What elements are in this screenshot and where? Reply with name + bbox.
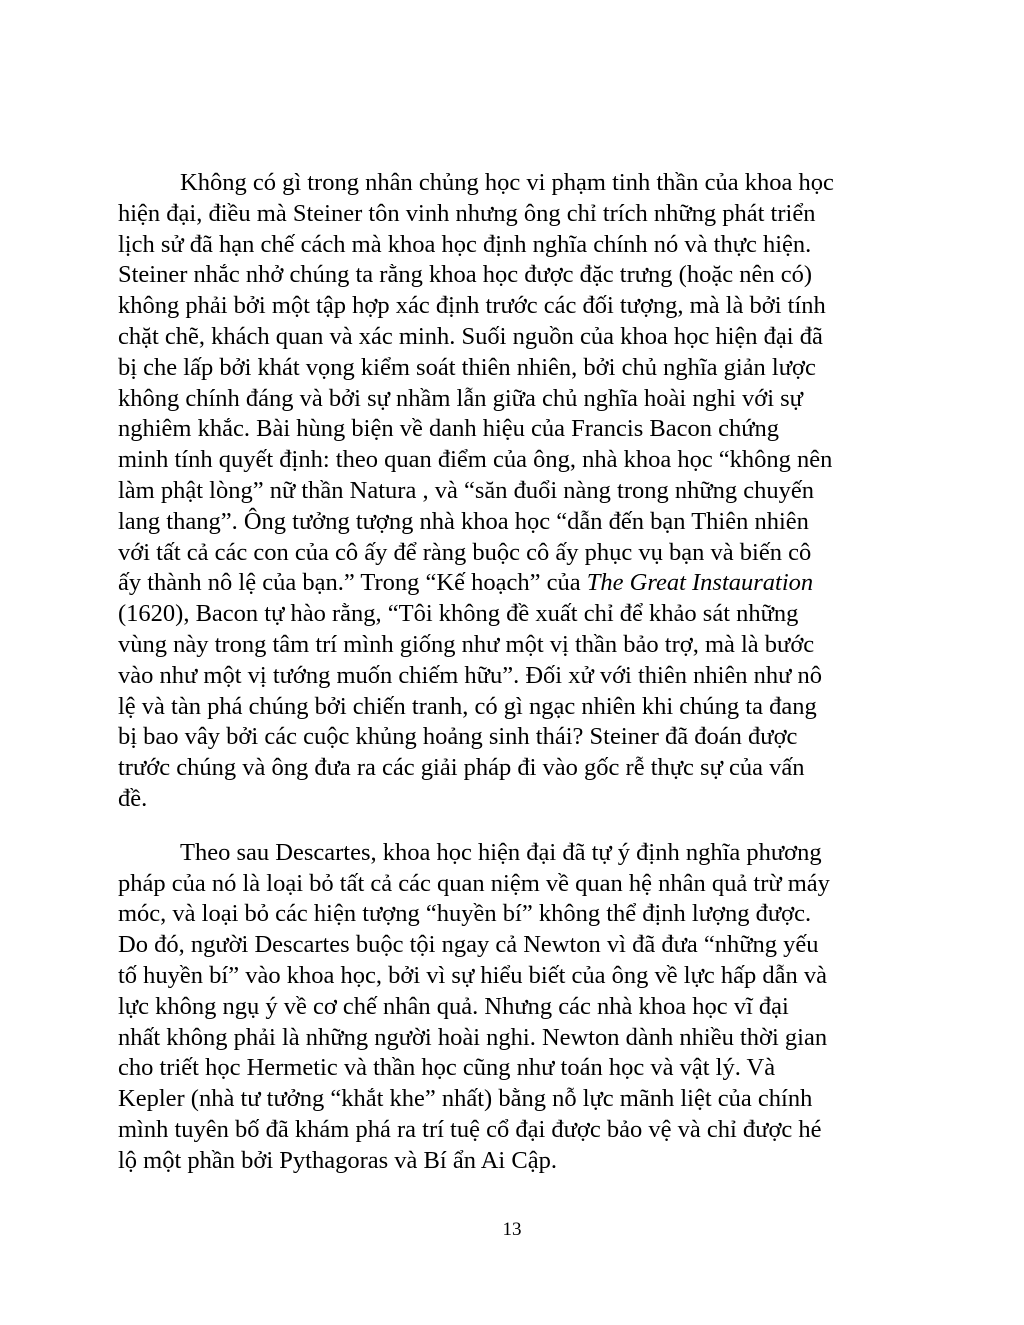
- text-line: bị bao vây bởi các cuộc khủng hoảng sinh thái? Steiner đã đoán được: [118, 723, 798, 751]
- text-line: pháp của nó là loại bỏ tất cả các quan niệm về quan hệ nhân quả trừ máy: [118, 869, 830, 897]
- text-line: minh tính quyết định: theo quan điểm của ông, nhà khoa học “không nên: [118, 446, 833, 474]
- page-number: 13: [502, 1219, 522, 1240]
- text-line: bị che lấp bởi khát vọng kiểm soát thiên nhiên, bởi chủ nghĩa giản lược: [118, 353, 816, 381]
- text-line-part: ấy thành nô lệ của bạn.” Trong “Kế hoạch” của: [118, 569, 587, 597]
- text-line: cho triết học Hermetic và thần học cũng như toán học và vật lý. Và: [118, 1054, 776, 1082]
- text-line: móc, và loại bỏ các hiện tượng “huyền bí” không thể định lượng được.: [118, 900, 812, 928]
- text-line: vào như một vị tướng muốn chiếm hữu”. Đối xử với thiên nhiên như nô: [118, 661, 823, 689]
- text-line: mình tuyên bố đã khám phá ra trí tuệ cổ đại được bảo vệ và chỉ được hé: [118, 1115, 822, 1143]
- book-title: The Great Instauration: [586, 569, 814, 597]
- paragraph-1: [118, 168, 918, 815]
- text-line: [118, 568, 918, 599]
- text-line: trước chúng và ông đưa ra các giải pháp đi vào gốc rễ thực sự của vấn: [118, 754, 805, 782]
- text-line: (1620), Bacon tự hào rằng, “Tôi không đề xuất chỉ để khảo sát những: [118, 600, 799, 628]
- text-line: lệ và tàn phá chúng bởi chiến tranh, có gì ngạc nhiên khi chúng ta đang: [118, 692, 817, 720]
- text-line: Không có gì trong nhân chủng học vi phạm tinh thần của khoa học: [180, 169, 834, 196]
- paragraph-2: [118, 838, 918, 1177]
- text-line: Theo sau Descartes, khoa học hiện đại đã tự ý định nghĩa phương: [180, 838, 822, 866]
- text-line: nhất không phải là những người hoài nghi. Newton dành nhiều thời gian: [118, 1023, 828, 1051]
- text-line: lộ một phần bởi Pythagoras và Bí ẩn Ai Cập.: [118, 1146, 557, 1174]
- text-line: lang thang”. Ông tưởng tượng nhà khoa học “dẫn đến bạn Thiên nhiên: [118, 507, 809, 535]
- text-line: tố huyền bí” vào khoa học, bởi vì sự hiểu biết của ông về lực hấp dẫn và: [118, 961, 827, 989]
- text-line: vùng này trong tâm trí mình giống như một vị thần bảo trợ, mà là bước: [118, 630, 815, 658]
- text-line: đề.: [118, 784, 148, 812]
- text-line: chặt chẽ, khách quan và xác minh. Suối nguồn của khoa học hiện đại đã: [118, 322, 823, 350]
- text-line: Kepler (nhà tư tưởng “khắt khe” nhất) bằng nỗ lực mãnh liệt của chính: [118, 1085, 813, 1113]
- text-line: lịch sử đã hạn chế cách mà khoa học định nghĩa chính nó và thực hiện.: [118, 230, 812, 258]
- text-line: Steiner nhắc nhở chúng ta rằng khoa học được đặc trưng (hoặc nên có): [118, 261, 812, 289]
- text-line: không chính đáng và bởi sự nhầm lẫn giữa chủ nghĩa hoài nghi với sự: [118, 384, 803, 412]
- text-line: với tất cả các con của cô ấy để ràng buộc cô ấy phục vụ bạn và biến cô: [118, 538, 812, 566]
- paragraph-spacer: [118, 815, 918, 838]
- text-line: lực không ngụ ý về cơ chế nhân quả. Nhưng các nhà khoa học vĩ đại: [118, 992, 789, 1020]
- text-line: hiện đại, điều mà Steiner tôn vinh nhưng ông chỉ trích những phát triển: [118, 199, 816, 227]
- text-line: nghiêm khắc. Bài hùng biện về danh hiệu của Francis Bacon chứng: [118, 415, 779, 443]
- text-line: Do đó, người Descartes buộc tội ngay cả Newton vì đã đưa “những yếu: [118, 931, 819, 959]
- text-line: không phải bởi một tập hợp xác định trước các đối tượng, mà là bởi tính: [118, 292, 826, 320]
- document-body: [118, 168, 918, 1177]
- text-line: làm phật lòng” nữ thần Natura , và “săn đuổi nàng trong những chuyến: [118, 476, 815, 504]
